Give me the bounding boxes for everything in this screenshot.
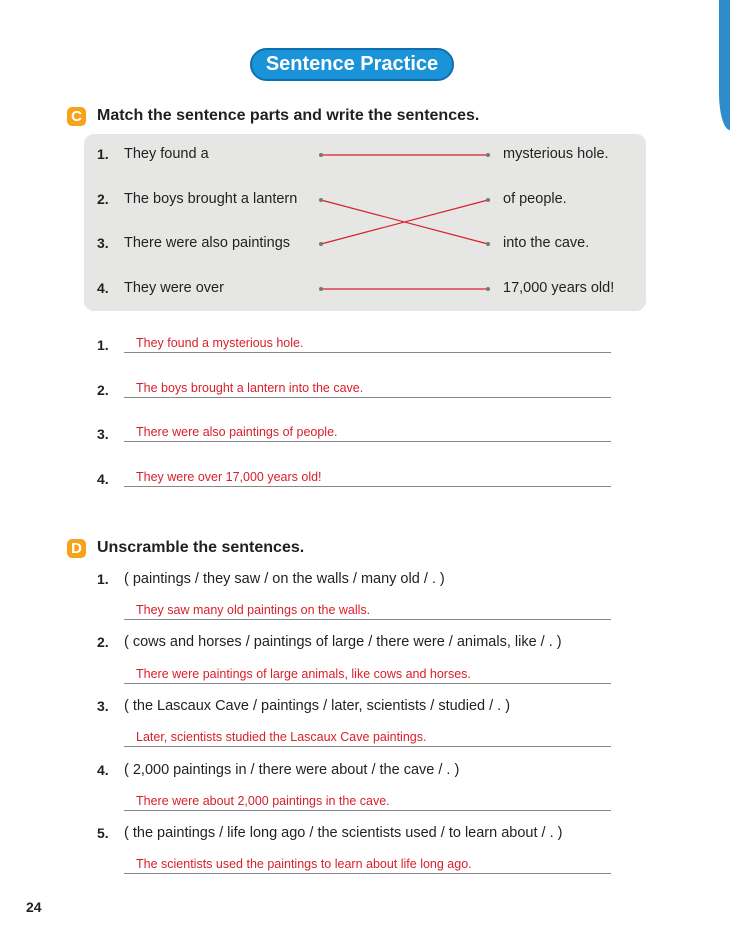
match-left-number: 4. [97, 280, 109, 296]
unscramble-prompt: ( 2,000 paintings in / there were about / the cave / . ) [124, 762, 460, 778]
unscramble-number: 3. [97, 698, 109, 714]
answer-line[interactable] [124, 683, 611, 684]
unscramble-answer[interactable]: There were about 2,000 paintings in the cave. [136, 794, 390, 808]
section-c-badge: C [67, 107, 86, 126]
match-left-text: The boys brought a lantern [124, 191, 298, 207]
dot [486, 242, 490, 246]
match-left-text: They found a [124, 146, 209, 162]
answer-text[interactable]: They were over 17,000 years old! [136, 470, 322, 484]
answer-number: 1. [97, 337, 109, 353]
answer-line[interactable] [124, 619, 611, 620]
answer-number: 4. [97, 471, 109, 487]
unscramble-answer[interactable]: The scientists used the paintings to learn about life long ago. [136, 857, 472, 871]
unscramble-number: 4. [97, 762, 109, 778]
answer-text[interactable]: They found a mysterious hole. [136, 336, 304, 350]
dot [486, 287, 490, 291]
unscramble-answer[interactable]: They saw many old paintings on the walls. [136, 603, 371, 617]
unscramble-number: 1. [97, 571, 109, 587]
answer-line[interactable] [124, 746, 611, 747]
answer-line[interactable] [124, 486, 611, 487]
unscramble-number: 2. [97, 634, 109, 650]
section-d-badge: D [67, 539, 86, 558]
match-right-text: into the cave. [503, 235, 590, 251]
match-left-number: 2. [97, 191, 109, 207]
match-left-number: 1. [97, 146, 109, 162]
answer-number: 3. [97, 426, 109, 442]
match-left-text: There were also paintings [124, 235, 291, 251]
answer-number: 2. [97, 382, 109, 398]
match-right-text: mysterious hole. [503, 146, 609, 162]
answer-line[interactable] [124, 397, 611, 398]
unscramble-prompt: ( the Lascaux Cave / paintings / later, scientists / studied / . ) [124, 698, 511, 714]
dot [319, 153, 323, 157]
answer-line[interactable] [124, 873, 611, 874]
dot [486, 153, 490, 157]
dot [319, 287, 323, 291]
section-c-instruction: Match the sentence parts and write the sentences. [97, 107, 480, 124]
dot [319, 198, 323, 202]
answer-line[interactable] [124, 352, 611, 353]
match-right-text: of people. [503, 191, 567, 207]
unscramble-answer[interactable]: There were paintings of large animals, like cows and horses. [136, 667, 471, 681]
answer-line[interactable] [124, 810, 611, 811]
unscramble-number: 5. [97, 825, 109, 841]
section-d-instruction: Unscramble the sentences. [97, 539, 305, 556]
page-number: 24 [26, 899, 42, 915]
match-left-number: 3. [97, 235, 109, 251]
answer-text[interactable]: There were also paintings of people. [136, 425, 338, 439]
match-left-text: They were over [124, 280, 224, 296]
dot [486, 198, 490, 202]
dot [319, 242, 323, 246]
unscramble-answer[interactable]: Later, scientists studied the Lascaux Cave paintings. [136, 730, 427, 744]
unscramble-prompt: ( the paintings / life long ago / the scientists used / to learn about / . ) [124, 825, 563, 841]
answer-text[interactable]: The boys brought a lantern into the cave. [136, 381, 364, 395]
answer-line[interactable] [124, 441, 611, 442]
match-right-text: 17,000 years old! [503, 280, 615, 296]
unscramble-prompt: ( cows and horses / paintings of large / there were / animals, like / . ) [124, 634, 562, 650]
unscramble-prompt: ( paintings / they saw / on the walls / many old / . ) [124, 571, 445, 587]
page-title: Sentence Practice [250, 48, 454, 81]
